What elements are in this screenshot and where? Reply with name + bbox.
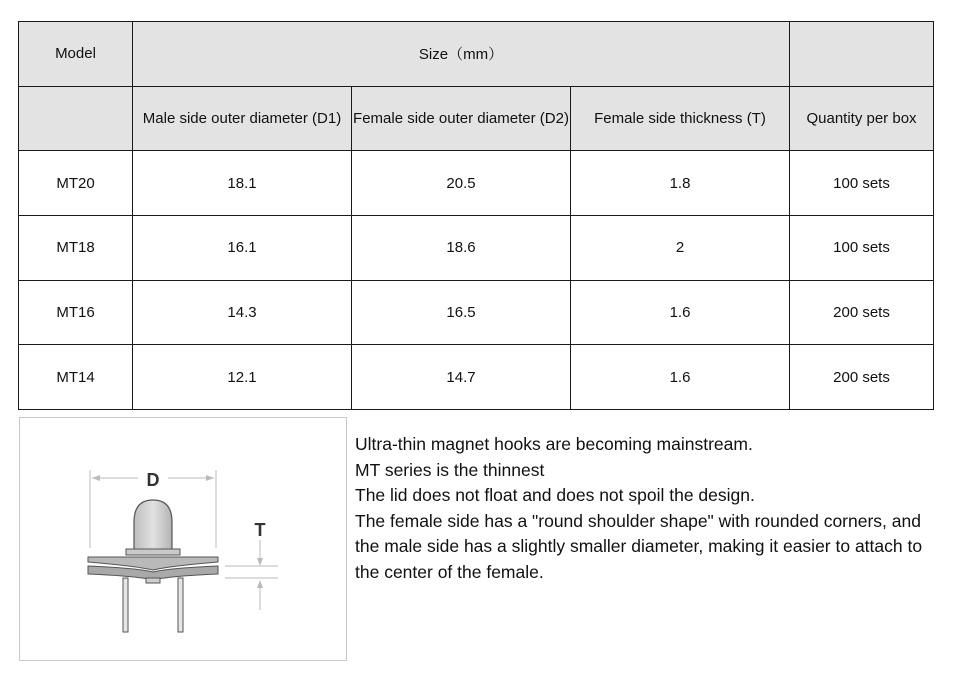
description-line-2: MT series is the thinnest [355,459,545,480]
table-row [19,151,934,216]
cell-d2: 16.5 [352,280,571,345]
cell-qty: 200 sets [790,280,934,345]
product-description [355,432,945,585]
cell-t: 1.8 [571,151,790,216]
cell-d1: 16.1 [133,215,352,280]
cell-qty: 200 sets [790,345,934,410]
cell-model: MT18 [19,215,133,280]
header-qty: Quantity per box [790,86,934,151]
cell-t: 1.6 [571,345,790,410]
header-blank-cell [19,86,133,151]
description-line-1: Ultra-thin magnet hooks are becoming mainstream. [355,434,753,454]
cell-d2: 14.7 [352,345,571,410]
description-line-3: The lid does not float and does not spoil the design. [355,485,755,505]
cell-model: MT14 [19,345,133,410]
cell-model: MT16 [19,280,133,345]
table-row [19,345,934,410]
dimension-label-t: T [254,520,266,540]
header-size-group: Size（mm） [133,22,790,87]
header-d2: Female side outer diameter (D2) [352,86,571,151]
cell-qty: 100 sets [790,151,934,216]
magnet-diagram-illustration [20,418,346,660]
cell-t: 2 [571,215,790,280]
spec-table [18,21,934,410]
header-empty-cell [790,22,934,87]
description-line-4: The female side has a "round shoulder shape" with rounded corners, and the male side has a slightly smaller diameter, making it easier to attach to the center of the female. [355,510,923,582]
header-row-columns [19,86,934,151]
table-row [19,215,934,280]
cell-t: 1.6 [571,280,790,345]
dimension-label-d: D [146,470,160,490]
header-row-group [19,22,934,87]
cell-qty: 100 sets [790,215,934,280]
cell-d1: 18.1 [133,151,352,216]
header-d1: Male side outer diameter (D1) [133,86,352,151]
header-t: Female side thickness (T) [571,86,790,151]
magnet-hook-diagram [19,417,347,661]
cell-d2: 20.5 [352,151,571,216]
table-row [19,280,934,345]
cell-d1: 14.3 [133,280,352,345]
header-model: Model [19,22,133,87]
cell-d2: 18.6 [352,215,571,280]
cell-model: MT20 [19,151,133,216]
cell-d1: 12.1 [133,345,352,410]
